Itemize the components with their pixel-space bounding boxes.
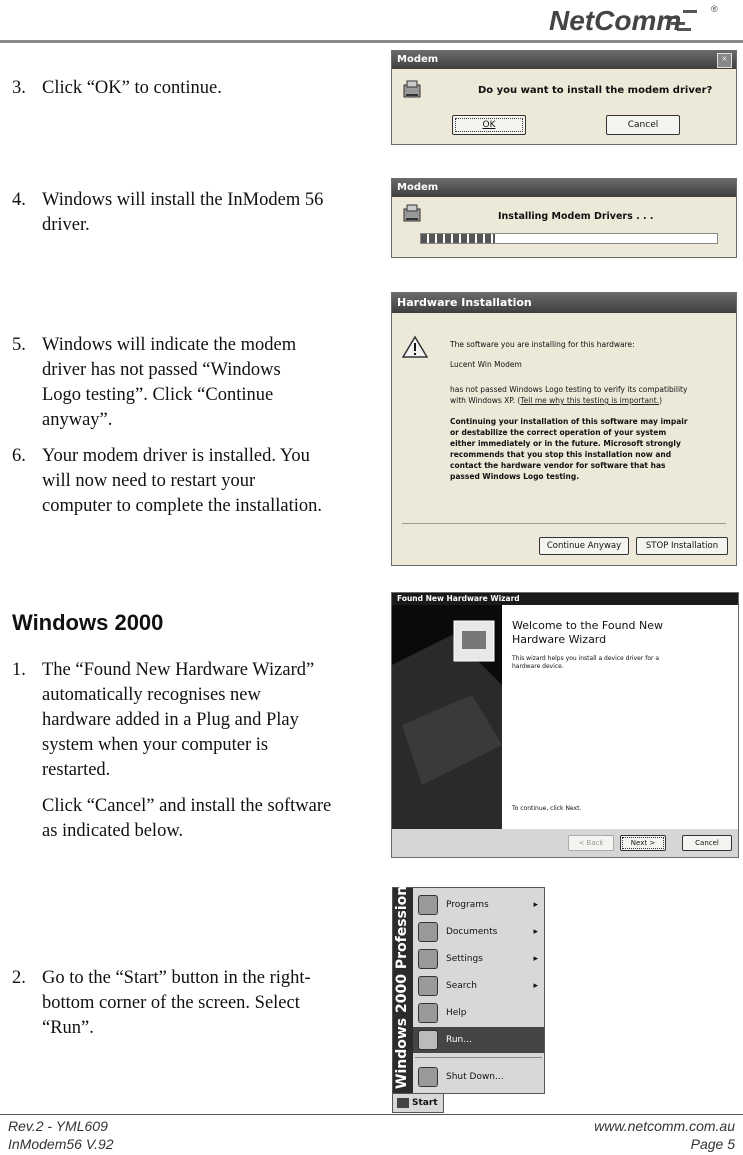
modem-icon xyxy=(402,203,424,230)
step-text-line: “Run”. xyxy=(42,1018,94,1038)
step-text-line: driver. xyxy=(42,215,90,235)
submenu-arrow-icon: ▸ xyxy=(533,954,538,964)
documents-icon xyxy=(418,922,438,942)
warning-line: passed Windows Logo testing. xyxy=(450,472,580,481)
found-new-hardware-wizard xyxy=(391,592,739,858)
help-icon xyxy=(418,1003,438,1023)
step-text-line: Click “Cancel” and install the software xyxy=(42,796,332,816)
step-text-line: restarted. xyxy=(42,760,111,780)
stop-installation-button[interactable]: STOP Installation xyxy=(636,537,728,555)
step-text-line: hardware added in a Plug and Play xyxy=(42,710,299,730)
wizard-content xyxy=(502,605,739,829)
header-rule xyxy=(0,40,743,43)
step-6 xyxy=(12,444,372,519)
step-number: 3. xyxy=(12,78,26,98)
banner-text: Windows 2000 Professional xyxy=(394,871,410,1089)
device-name: Lucent Win Modem xyxy=(450,360,522,369)
install-progress-bar xyxy=(420,233,718,244)
menu-item-label: Documents xyxy=(446,927,498,937)
step-4 xyxy=(12,188,362,240)
installing-drivers-dialog xyxy=(391,178,737,258)
start-menu-item[interactable] xyxy=(413,973,544,999)
step-text-line: system when your computer is xyxy=(42,735,269,755)
submenu-arrow-icon: ▸ xyxy=(533,981,538,991)
wizard-heading xyxy=(512,619,663,647)
step-number: 6. xyxy=(12,446,26,466)
start-menu-item[interactable] xyxy=(413,1000,544,1026)
wizard-side-graphic xyxy=(392,605,502,829)
warning-line: either immediately or in the future. Microsoft strongly xyxy=(450,439,681,448)
w2k-step-1 xyxy=(12,658,372,783)
menu-item-label: Settings xyxy=(446,954,483,964)
warning-icon xyxy=(402,335,428,364)
warning-line: Continuing your installation of this software may impair xyxy=(450,417,688,426)
windows-logo-icon xyxy=(397,1098,409,1108)
start-menu-item[interactable] xyxy=(413,946,544,972)
dialog-title: Hardware Installation xyxy=(392,293,736,313)
step-number: 1. xyxy=(12,660,26,680)
start-menu xyxy=(392,871,545,1094)
step-text: Click “OK” to continue. xyxy=(42,78,222,98)
close-button[interactable]: × xyxy=(717,53,732,68)
step-text-line: driver has not passed “Windows xyxy=(42,360,281,380)
start-menu-banner xyxy=(393,871,413,1093)
continue-anyway-button[interactable]: Continue Anyway xyxy=(539,537,629,555)
hw-line1: The software you are installing for this hardware: xyxy=(450,340,635,349)
step-text-line: computer to complete the installation. xyxy=(42,496,322,516)
hardware-installation-dialog xyxy=(391,292,737,566)
step-text-line: The “Found New Hardware Wizard” xyxy=(42,660,315,680)
modem-install-dialog xyxy=(391,50,737,145)
footer-model: InModem56 V.92 xyxy=(8,1136,114,1152)
menu-item-label: Run... xyxy=(446,1035,472,1045)
step-text-line: bottom corner of the screen. Select xyxy=(42,993,300,1013)
heading-line: Hardware Wizard xyxy=(512,633,607,646)
step-text-line: automatically recognises new xyxy=(42,685,261,705)
heading-line: Welcome to the Found New xyxy=(512,619,663,632)
step-text-line: anyway”. xyxy=(42,410,113,430)
step-text-line: will now need to restart your xyxy=(42,471,256,491)
section-heading: Windows 2000 xyxy=(12,610,164,635)
start-menu-item[interactable] xyxy=(413,1027,544,1053)
ok-button[interactable]: OK xyxy=(452,115,526,135)
install-message: Installing Modem Drivers . . . xyxy=(498,211,654,222)
programs-icon xyxy=(418,895,438,915)
start-menu-item[interactable] xyxy=(413,892,544,918)
footer-url[interactable]: www.netcomm.com.au xyxy=(594,1118,735,1134)
menu-item-label: Shut Down... xyxy=(446,1072,504,1082)
w2k-step-1-note xyxy=(12,794,372,844)
step-text-line: Your modem driver is installed. You xyxy=(42,446,310,466)
body-line: This wizard helps you install a device driver for a xyxy=(512,655,660,662)
cancel-button[interactable]: Cancel xyxy=(606,115,680,135)
dialog-title: Found New Hardware Wizard xyxy=(392,593,738,605)
divider xyxy=(402,523,726,524)
registered-mark: ® xyxy=(711,4,718,14)
settings-icon xyxy=(418,949,438,969)
start-label: Start xyxy=(412,1098,438,1108)
footer-page: Page 5 xyxy=(690,1136,735,1152)
menu-separator xyxy=(415,1057,542,1058)
shutdown-icon xyxy=(418,1067,438,1087)
hw-line2a: has not passed Windows Logo testing to verify its compatibility xyxy=(450,385,688,394)
step-text-line: Windows will install the InModem 56 xyxy=(42,190,324,210)
step-number: 2. xyxy=(12,968,26,988)
start-menu-item[interactable] xyxy=(413,1064,544,1090)
w2k-step-2 xyxy=(12,966,372,1041)
menu-item-label: Search xyxy=(446,981,477,991)
step-text-line: as indicated below. xyxy=(42,821,184,841)
step-text-line: Go to the “Start” button in the right- xyxy=(42,968,311,988)
hw-warning xyxy=(450,416,730,482)
step-number: 5. xyxy=(12,335,26,355)
menu-item-label: Help xyxy=(446,1008,467,1018)
footer-rev: Rev.2 - YML609 xyxy=(8,1118,108,1134)
wizard-body xyxy=(512,655,659,671)
submenu-arrow-icon: ▸ xyxy=(533,927,538,937)
hw-line2b: with Windows XP. ( xyxy=(450,396,521,405)
start-menu-items xyxy=(413,888,544,1093)
hw-line2c: ) xyxy=(659,396,663,405)
menu-item-label: Programs xyxy=(446,900,489,910)
progress-fill xyxy=(421,234,495,243)
why-testing-link[interactable]: Tell me why this testing is important. xyxy=(520,396,660,405)
start-menu-item[interactable] xyxy=(413,919,544,945)
body-line: hardware device. xyxy=(512,663,564,670)
cancel-button[interactable]: Cancel xyxy=(682,835,732,851)
hw-line2b-row xyxy=(450,395,730,406)
netcomm-logo xyxy=(545,2,725,36)
footer-rule xyxy=(0,1114,743,1115)
submenu-arrow-icon: ▸ xyxy=(533,900,538,910)
warning-line: or destabilize the correct operation of your system xyxy=(450,428,667,437)
wizard-continue-text: To continue, click Next. xyxy=(512,805,582,812)
search-icon xyxy=(418,976,438,996)
brand-text: NetComm xyxy=(549,5,682,36)
dialog-title: Modem xyxy=(392,51,736,69)
hw-message xyxy=(450,339,730,482)
run-icon xyxy=(418,1030,438,1050)
step-5 xyxy=(12,333,362,433)
warning-line: contact the hardware vendor for software that has xyxy=(450,461,666,470)
next-button[interactable]: Next > xyxy=(620,835,666,851)
dialog-title: Modem xyxy=(392,179,736,197)
step-number: 4. xyxy=(12,190,26,210)
back-button[interactable]: < Back xyxy=(568,835,614,851)
modem-icon xyxy=(402,79,424,106)
step-text-line: Windows will indicate the modem xyxy=(42,335,297,355)
dialog-question: Do you want to install the modem driver? xyxy=(478,85,713,96)
start-button[interactable] xyxy=(392,1093,444,1113)
step-text-line: Logo testing”. Click “Continue xyxy=(42,385,274,405)
warning-line: recommends that you stop this installation now and xyxy=(450,450,672,459)
